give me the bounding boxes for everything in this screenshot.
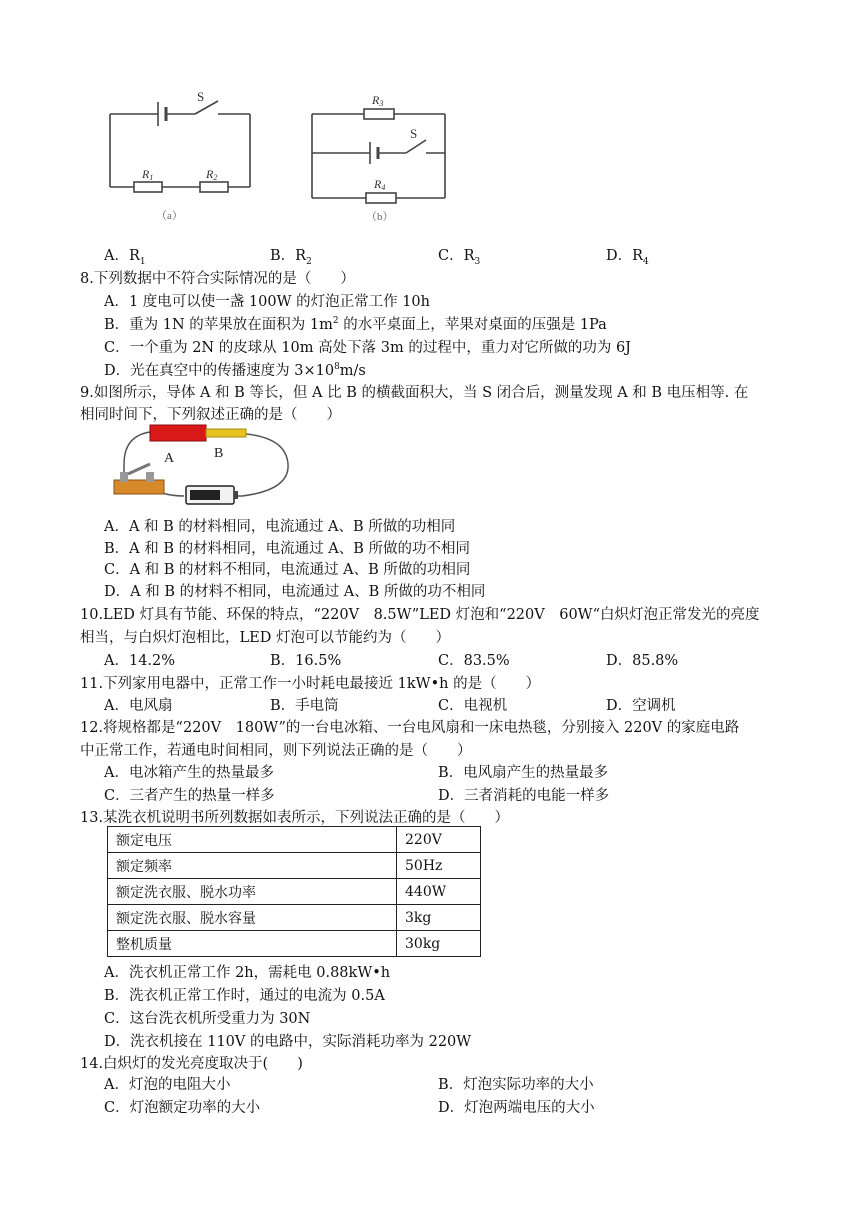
q8-option-c[interactable]: C．一个重为 2N 的皮球从 10m 高处下落 3m 的过程中，重力对它所做的功为 6J (104, 340, 631, 356)
conductor-b-label: B (214, 446, 224, 461)
table-row: 额定洗衣服、脱水容量 3kg (108, 905, 481, 931)
switch-label-b: S (410, 126, 418, 141)
r1-label: R (142, 167, 150, 181)
conductor-b (206, 429, 246, 437)
q12-option-a[interactable]: A．电冰箱产生的热量最多 (104, 765, 274, 781)
q11-stem: 11.下列家用电器中，正常工作一小时耗电最接近 1kW•h 的是（ ） (80, 676, 541, 692)
caption-b: （b） (366, 211, 394, 223)
table-row: 额定洗衣服、脱水功率 440W (108, 879, 481, 905)
svg-text:R2: R2 (206, 167, 218, 182)
q11-option-c[interactable]: C．电视机 (438, 698, 508, 714)
q8-stem: 8.下列数据中不符合实际情况的是（ ） (80, 271, 355, 287)
q7-option-b[interactable]: B．$R_2$ (270, 248, 312, 267)
q9-stem-line1: 9.如图所示，导体 A 和 B 等长，但 A 比 B 的横截面积大，当 S 闭合后，测量发现 A 和 B 电压相等. 在 (80, 385, 749, 401)
q12-stem-line1: 12.将规格都是“220V 180W”的一台电冰箱、一台电风扇和一床电热毯，分别接入 220V 的家庭电路 (80, 720, 740, 736)
switch-label: S (197, 89, 205, 104)
table-row: 额定频率 50Hz (108, 853, 481, 879)
q13-option-b[interactable]: B．洗衣机正常工作时，通过的电流为 0.5A (104, 988, 385, 1004)
q13-option-a[interactable]: A．洗衣机正常工作 2h，需耗电 0.88kW•h (104, 965, 391, 981)
q9-option-a[interactable]: A．A 和 B 的材料相同，电流通过 A、B 所做的功相同 (104, 519, 456, 535)
q9-stem-line2: 相同时间下，下列叙述正确的是（ ） (80, 407, 341, 423)
q10-stem-line2: 相当，与白炽灯泡相比，LED 灯泡可以节能约为（ ） (80, 630, 450, 646)
q11-option-b[interactable]: B．手电筒 (270, 698, 339, 714)
switch-base (114, 480, 164, 494)
q14-option-d[interactable]: D．灯泡两端电压的大小 (438, 1100, 595, 1116)
q8-option-b[interactable]: B．重为 1N 的苹果放在面积为 $1m^2$ 的水平桌面上，苹果对桌面的压强是 1Pa (104, 316, 607, 333)
q14-option-b[interactable]: B．灯泡实际功率的大小 (438, 1077, 594, 1093)
q14-option-c[interactable]: C．灯泡额定功率的大小 (104, 1100, 261, 1116)
circuit-diagram-b (304, 92, 454, 224)
q13-option-d[interactable]: D．洗衣机接在 110V 的电路中，实际消耗功率为 220W (104, 1034, 472, 1050)
table-row: 额定电压 220V (108, 827, 481, 853)
q11-option-a[interactable]: A．电风扇 (104, 698, 173, 714)
caption-a: （a） (156, 210, 183, 222)
q14-stem: 14.白炽灯的发光亮度取决于( ) (80, 1056, 303, 1072)
washer-spec-table (107, 826, 481, 957)
q7-option-a[interactable]: A．$R_1$ (104, 248, 146, 267)
q10-option-d[interactable]: D．85.8% (606, 653, 679, 669)
conductor-a-label: A (164, 451, 175, 466)
svg-text:R4: R4 (374, 177, 386, 192)
svg-text:R1: R1 (142, 167, 154, 182)
q10-option-a[interactable]: A．14.2% (104, 653, 176, 669)
r4-label: R (374, 177, 382, 191)
q12-option-d[interactable]: D．三者消耗的电能一样多 (438, 788, 610, 804)
q9-option-d[interactable]: D．A 和 B 的材料不相同，电流通过 A、B 所做的功不相同 (104, 584, 486, 600)
svg-text:R3: R3 (372, 93, 384, 108)
q13-stem: 13.某洗衣机说明书所列数据如表所示，下列说法正确的是（ ） (80, 810, 510, 826)
q12-option-c[interactable]: C．三者产生的热量一样多 (104, 788, 275, 804)
circuit-diagram-a (100, 84, 260, 224)
q13-option-c[interactable]: C．这台洗衣机所受重力为 30N (104, 1011, 311, 1027)
q8-option-a[interactable]: A．1 度电可以使一盏 100W 的灯泡正常工作 10h (104, 294, 431, 310)
q12-option-b[interactable]: B．电风扇产生的热量最多 (438, 765, 609, 781)
r3-label: R (372, 93, 380, 107)
q10-option-c[interactable]: C．83.5% (438, 653, 510, 669)
conductor-circuit-figure (110, 422, 296, 506)
r2-label: R (206, 167, 214, 181)
conductor-a (150, 425, 206, 441)
q11-option-d[interactable]: D．空调机 (606, 698, 676, 714)
q7-option-d[interactable]: D．$R_4$ (606, 248, 649, 267)
q8-option-d[interactable]: D．光在真空中的传播速度为 $3\times 10^8m/s$ (104, 362, 366, 379)
q10-option-b[interactable]: B．16.5% (270, 653, 342, 669)
q7-option-c[interactable]: C．$R_3$ (438, 248, 481, 267)
q10-stem-line1: 10.LED 灯具有节能、环保的特点，“220V 8.5W”LED 灯泡和“220V 60W“白炽灯泡正常发光的亮度 (80, 607, 760, 623)
q14-option-a[interactable]: A．灯泡的电阻大小 (104, 1077, 231, 1093)
q9-option-c[interactable]: C．A 和 B 的材料不相同，电流通过 A、B 所做的功相同 (104, 562, 471, 578)
q9-option-b[interactable]: B．A 和 B 的材料相同，电流通过 A、B 所做的功不相同 (104, 541, 470, 557)
q12-stem-line2: 中正常工作，若通电时间相同，则下列说法正确的是（ ） (80, 743, 472, 759)
table-row: 整机质量 30kg (108, 931, 481, 957)
